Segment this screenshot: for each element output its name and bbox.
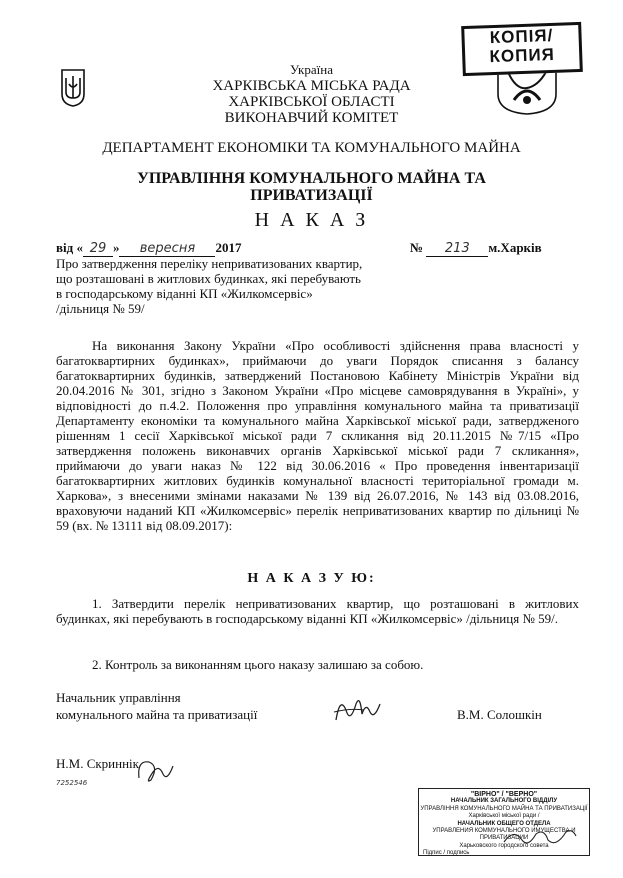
department-name: ДЕПАРТАМЕНТ ЕКОНОМІКИ ТА КОМУНАЛЬНОГО МАЙНА — [102, 140, 521, 156]
executor-phone: 7252546 — [56, 779, 88, 787]
order-item-2: 2. Контроль за виконанням цього наказу залишаю за собою. — [92, 657, 424, 672]
date-day: 29 — [83, 241, 113, 257]
order-item-1: 1. Затвердити перелік неприватизованих квартир, що розташовані в житлових будинках, які перебувають в господарському віданні КП «Жилкомсервіс» /дільниця № 59/. — [56, 596, 579, 626]
city-council-name: ХАРКІВСЬКА МІСЬКА РАДА — [212, 78, 411, 94]
date-year: 2017 — [215, 240, 242, 255]
stamp-line: УПРАВЛІННЯ КОМУНАЛЬНОГО МАЙНА ТА ПРИВАТИЗАЦІЇ — [420, 805, 588, 812]
date-prefix: від « — [56, 240, 83, 255]
preamble-paragraph: На виконання Закону України «Про особливості здійснення права власності у багатоквартирних будинках», приймаючи до уваги Порядок списання з балансу багатоквартирних будинків, затверджений Постановою Кабінету Міністрів України від 20.04.2016 № 301, згідно з Законом України «Про місцеве самоврядування в Україні», у відповідності до п.4.2. Положення про управління комунального майна та приватизації Департаменту економіки та комунального майна Харківської міської ради, затвердженого рішенням 1 сесії Харківської міської ради 7 скликання від 20.11.2015 №7/15 «Про затвердження положень виконавчих органів Харківської міської ради 7 скликання», приймаючи до уваги наказ № 122 від 30.06.2016 « Про проведення інвентаризації багатоквартирних житлових будинків комунальної власності територіальної громади м. Харкова», з внесеними змінами наказами № 139 від 26.07.2016, № 143 від 03.08.2016, враховуючи наданий КП «Жилкомсервіс» перелік неприватизованих квартир по дільниці № 59 (вх. № 13111 від 08.09.2017): — [56, 338, 579, 533]
stamp-line: НАЧАЛЬНИК ЗАГАЛЬНОГО ВІДДІЛУ — [450, 798, 558, 805]
order-number-block — [410, 240, 542, 257]
executor-signature — [133, 754, 181, 788]
country-name: Україна — [290, 62, 333, 77]
stamp-line: "ВІРНО" / "ВЕРНО" — [470, 791, 538, 798]
stamp-signature — [500, 826, 580, 850]
order-number: 213 — [426, 241, 488, 257]
stamp-line: Підпис / подпись — [423, 850, 470, 857]
number-prefix: № — [410, 240, 424, 255]
document-type-title: Н А К А З — [254, 209, 369, 231]
signatory-title-line2: комунального майна та приватизації — [56, 707, 258, 722]
stamp-line: УПРАВЛЕНИЯ КОММУНАЛЬНОГО ИМУЩЕСТВА И ПРИВАТИЗАЦИИ — [432, 828, 576, 842]
office-name-line1: УПРАВЛІННЯ КОМУНАЛЬНОГО МАЙНА ТА — [137, 170, 486, 187]
subject-line: Про затвердження переліку неприватизованих квартир, — [56, 256, 363, 271]
city-label: м.Харків — [488, 240, 542, 255]
office-name-line2: ПРИВАТИЗАЦІЇ — [250, 187, 373, 204]
date-mid: » — [112, 240, 120, 255]
subject-line: /дільниця № 59/ — [56, 301, 145, 316]
signatory-name: В.М. Солошкін — [457, 707, 542, 722]
signatory-title-line1: Начальник управління — [56, 690, 181, 705]
date-month: вересня — [119, 241, 215, 257]
subject-line: що розташовані в житлових будинках, які перебувають — [56, 271, 361, 286]
stamp-line: Харківської міської ради / — [468, 813, 540, 820]
region-name: ХАРКІВСЬКОЇ ОБЛАСТІ — [228, 94, 395, 110]
order-heading: Н А К А З У Ю: — [247, 571, 376, 586]
executor-name: Н.М. Скриннік — [56, 756, 139, 771]
stamp-line: НАЧАЛЬНИК ОБЩЕГО ОТДЕЛА — [457, 820, 551, 827]
copy-stamp-line1: КОПІЯ/ — [489, 25, 554, 48]
subject-block — [56, 256, 436, 316]
subject-line: в господарському віданні КП «Жилкомсервіс» — [56, 286, 313, 301]
copy-stamp-line2: КОПИЯ — [489, 44, 556, 67]
stamp-line: Харьковского городского совета — [459, 842, 549, 849]
executive-committee-name: ВИКОНАВЧИЙ КОМІТЕТ — [224, 110, 399, 126]
handwritten-signature — [330, 690, 390, 730]
